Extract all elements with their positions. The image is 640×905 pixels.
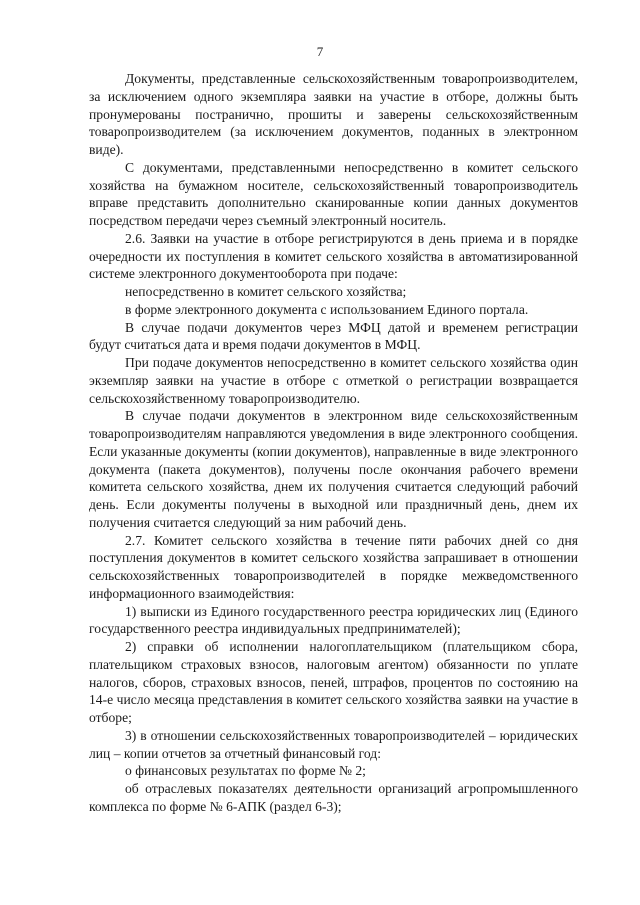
paragraph: В случае подачи документов через МФЦ датой и временем регистрации будут считаться дата и время подачи документов в МФЦ. [89,319,578,353]
paragraph: В случае подачи документов в электронном виде сельскохозяйственным товаропроизводителям направляются уведомления в виде электронного сообщения. Если указанные документы (копии документов), направленные в виде электронного документа (пакета документов), получены после окончания рабочего времени комитета сельского хозяйства, днем их получения считается следующий рабочий день. Если документы получены в выходной или праздничный день, днем их получения считается следующий за ним рабочий день. [89,408,578,530]
paragraph: об отраслевых показателях деятельности организаций агропромышленного комплекса по форме № 6-АПК (раздел 6-3); [89,781,578,814]
paragraph: 2.7. Комитет сельского хозяйства в течение пяти рабочих дней со дня поступления документов в комитет сельского хозяйства запрашивает в отношении сельскохозяйственных товаропроизводителей в порядке межведомственного информационного взаимодействия: [89,532,578,601]
paragraph: Документы, представленные сельскохозяйственным товаропроизводителем, за исключением одного экземпляра заявки на участие в отборе, должны быть пронумерованы постранично, прошиты и заверены сельскохозяйственным товаропроизводителем (за исключением документов, поданных в электронном виде). [89,71,578,157]
paragraph: 1) выписки из Единого государственного реестра юридических лиц (Единого государственного реестра индивидуальных предпринимателей); [89,603,578,637]
page-number: 7 [316,44,324,59]
paragraph: С документами, представленными непосредственно в комитет сельского хозяйства на бумажном носителе, сельскохозяйственный товаропроизводитель вправе представить дополнительно сканированные копии данных документов посредством передачи через съемный электронный носитель. [89,159,578,228]
document-body [89,70,578,816]
paragraph: 3) в отношении сельскохозяйственных товаропроизводителей – юридических лиц – копии отчетов за отчетный финансовый год: [89,727,578,761]
paragraph: в форме электронного документа с использованием Единого портала. [125,301,529,317]
paragraph: При подаче документов непосредственно в комитет сельского хозяйства один экземпляр заявки на участие в отборе с отметкой о регистрации возвращается сельскохозяйственному товаропроизводителю. [89,355,578,406]
paragraph: непосредственно в комитет сельского хозяйства; [125,284,407,299]
paragraph: о финансовых результатах по форме № 2; [125,763,366,779]
paragraph: 2) справки об исполнении налогоплательщиком (плательщиком сбора, плательщиком страховых взносов, налоговым агентом) обязанности по уплате налогов, сборов, страховых взносов, пеней, штрафов, процентов по состоянию на 14-е число месяца представления в комитет сельского хозяйства заявки на участие в отборе; [89,639,578,725]
paragraph: 2.6. Заявки на участие в отборе регистрируются в день приема и в порядке очередности их поступления в комитет сельского хозяйства в автоматизированной системе электронного документооборота при подаче: [89,230,578,282]
